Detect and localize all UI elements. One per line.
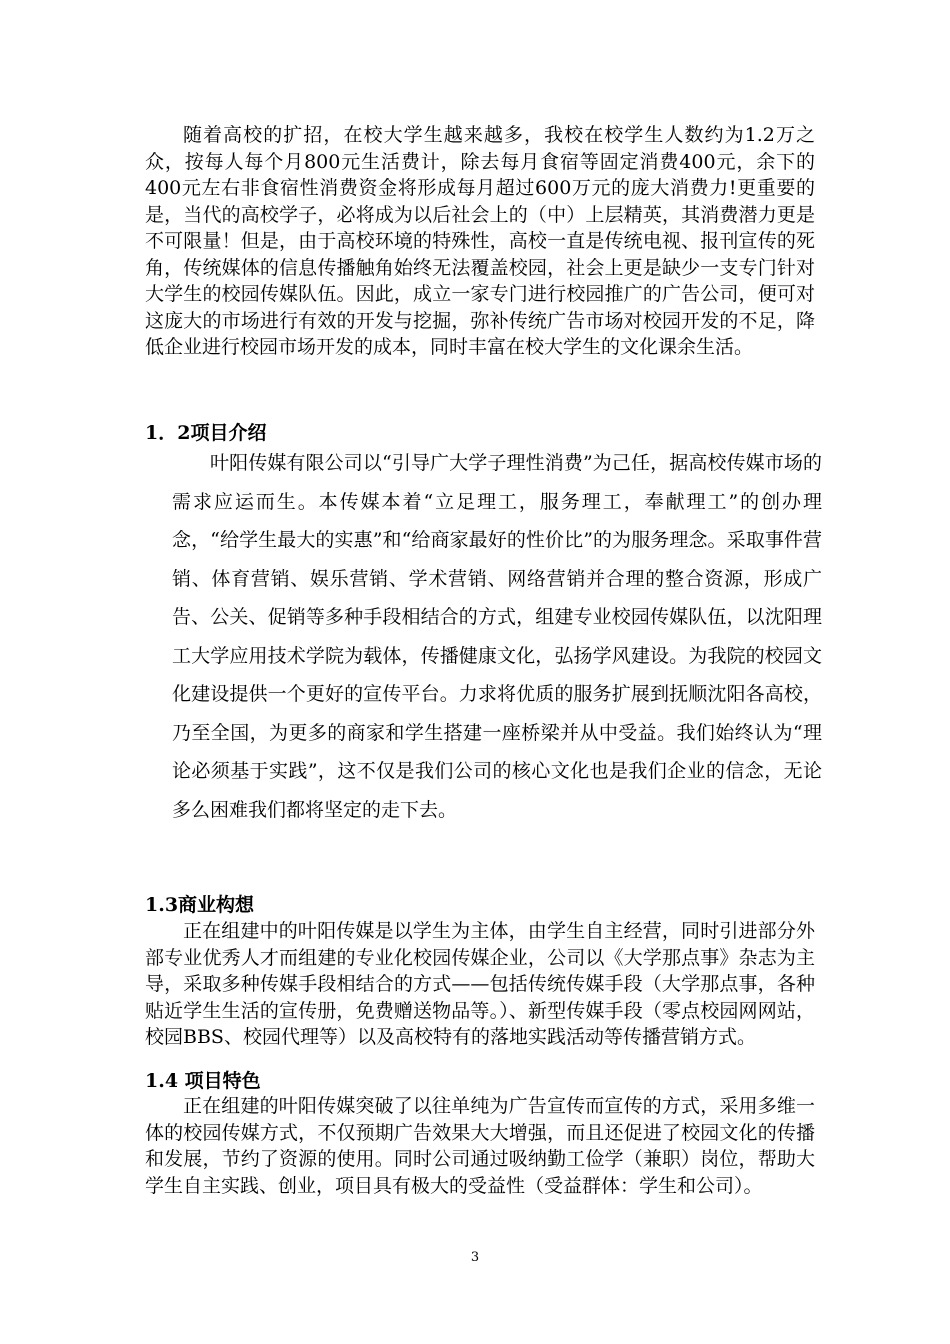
- project-intro-paragraph: 叶阳传媒有限公司以“引导广大学子理性消费”为己任，据高校传媒市场的需求应运而生。本传媒本着“立足理工，服务理工，奉献理工”的创办理念，“给学生最大的实惠”和“给商家最好的性价比”的为服务理念。采取事件营销、体育营销、娱乐营销、学术营销、网络营销并合理的整合资源，形成广告、公关、促销等多种手段相结合的方式，组建专业校园传媒队伍，以沈阳理工大学应用技术学院为载体，传播健康文化，弘扬学风建设。为我院的校园文化建设提供一个更好的宣传平台。力求将优质的服务扩展到抚顺沈阳各高校，乃至全国，为更多的商家和学生搭建一座桥梁并从中受益。我们始终认为“理论必须基于实践”，这不仅是我们公司的核心文化也是我们企业的信念，无论多么困难我们都将坚定的走下去。: [172, 452, 822, 821]
- section-heading-business-concept: 1.3商业构想: [145, 894, 255, 916]
- intro-paragraph: 随着高校的扩招，在校大学生越来越多，我校在校学生人数约为1.2万之众，按每人每个月800元生活费计，除去每月食宿等固定消费400元，余下的400元左右非食宿性消费资金将形成每月超过600万元的庞大消费力!更重要的是，当代的高校学子，必将成为以后社会上的（中）上层精英，其消费潜力更是不可限量！但是，由于高校环境的特殊性，高校一直是传统电视、报刊宣传的死角，传统媒体的信息传播触角始终无法覆盖校园，社会上更是缺少一支专门针对大学生的校园传媒队伍。因此，成立一家专门进行校园推广的广告公司，便可对这庞大的市场进行有效的开发与挖掘，弥补传统广告市场对校园开发的不足，降低企业进行校园市场开发的成本，同时丰富在校大学生的文化课余生活。: [145, 124, 815, 358]
- page-number: 3: [470, 1250, 480, 1265]
- section-heading-project-intro: 1．2项目介绍: [145, 422, 267, 444]
- section-heading-project-features: 1.4 项目特色: [145, 1070, 261, 1092]
- project-features-paragraph: 正在组建的叶阳传媒突破了以往单纯为广告宣传而宣传的方式，采用多维一体的校园传媒方式，不仅预期广告效果大大增强，而且还促进了校园文化的传播和发展，节约了资源的使用。同时公司通过吸纳勤工俭学（兼职）岗位，帮助大学生自主实践、创业，项目具有极大的受益性（受益群体：学生和公司）。: [145, 1095, 815, 1197]
- business-concept-paragraph: 正在组建中的叶阳传媒是以学生为主体，由学生自主经营，同时引进部分外部专业优秀人才而组建的专业化校园传媒企业，公司以《大学那点事》杂志为主导，采取多种传媒手段相结合的方式——包括传统传媒手段（大学那点事，各种贴近学生生活的宣传册，免费赠送物品等。）、新型传媒手段（零点校园网网站，校园BBS、校园代理等）以及高校特有的落地实践活动等传播营销方式。: [145, 920, 815, 1048]
